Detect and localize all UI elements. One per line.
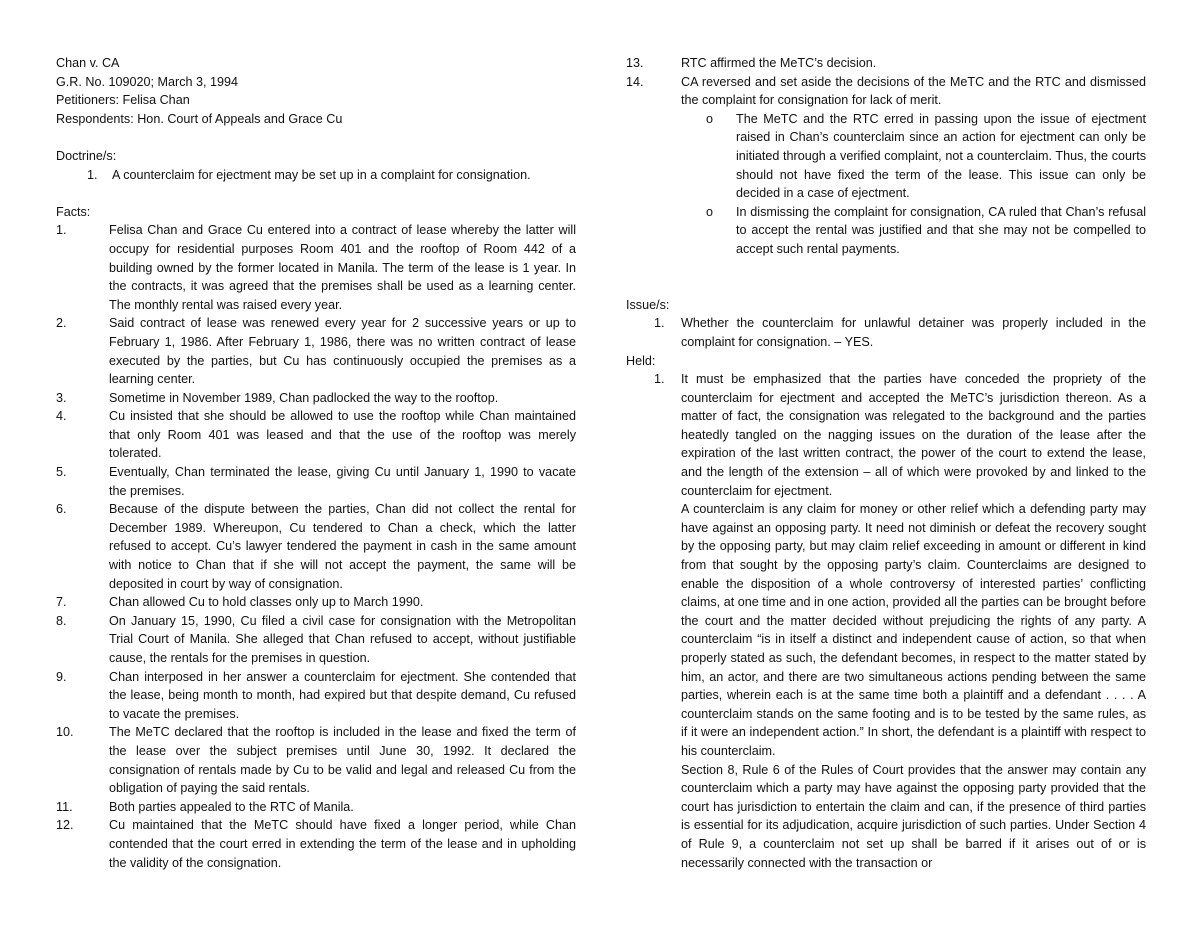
held-paragraph-3: Section 8, Rule 6 of the Rules of Court provides that the answer may contain any counterclaim which a party may have against the opposing party provided that the court has jurisdiction to entertain the claim and can, if the presence of third parties is essential for its adjudication, acquire jurisdiction of such parties. Under Section 4 of Rule 9, a counterclaim not set up shall be barred if it arises out of or is necessarily connected with the transaction or bbox=[681, 762, 1146, 870]
facts-item-number: 6. bbox=[56, 502, 67, 517]
facts-item bbox=[56, 612, 576, 668]
facts-item-text: Eventually, Chan terminated the lease, giving Cu until January 1, 1990 to vacate the premises. bbox=[109, 465, 576, 498]
facts-sub-bullet-text: In dismissing the complaint for consignation, CA ruled that Chan’s refusal to accept the rental was justified and that she may not be compelled to accept such rental payments. bbox=[736, 204, 1146, 256]
facts-heading: Facts: bbox=[56, 204, 91, 219]
facts-item-number: 5. bbox=[56, 465, 67, 480]
doctrine-item-text: A counterclaim for ejectment may be set up in a complaint for consignation. bbox=[112, 167, 531, 182]
held-item-number: 1. bbox=[654, 372, 665, 387]
facts-item bbox=[56, 407, 576, 463]
facts-item-text: Chan allowed Cu to hold classes only up to March 1990. bbox=[109, 595, 424, 610]
case-title: Chan v. CA bbox=[56, 56, 120, 70]
bullet-marker: o bbox=[706, 204, 714, 219]
facts-item bbox=[56, 463, 576, 500]
facts-item-number: 4. bbox=[56, 409, 67, 424]
facts-item-text: Cu insisted that she should be allowed to use the rooftop while Chan maintained that only Room 401 was leased and that the use of the rooftop was merely tolerated. bbox=[109, 409, 576, 461]
facts-item-number: 8. bbox=[56, 613, 67, 628]
facts-sub-bullet bbox=[706, 110, 1146, 203]
facts-item-number: 7. bbox=[56, 595, 67, 610]
facts-item bbox=[56, 593, 576, 612]
left-column bbox=[56, 54, 576, 872]
bullet-marker: o bbox=[706, 111, 714, 126]
held-item bbox=[654, 370, 1146, 500]
facts-item bbox=[56, 314, 576, 388]
issue-item bbox=[654, 314, 1146, 351]
facts-item-text: Felisa Chan and Grace Cu entered into a contract of lease whereby the latter will occupy for residential purposes Room 401 and the rooftop of Room 442 of a building owned by the former located in Manila. The term of the lease is 1 year. In the contracts, it was agreed that the premises shall be used as a learning center. The monthly rental was raised every year. bbox=[109, 223, 576, 312]
facts-item-text: Said contract of lease was renewed every year for 2 successive years or up to February 1, 1986. After February 1, 1986, there was no written contract of lease executed by the parties, but Cu has continuously occupied the premises as a learning center. bbox=[109, 316, 576, 387]
facts-item bbox=[626, 54, 1146, 73]
case-gr-number: G.R. No. 109020; March 3, 1994 bbox=[56, 74, 239, 89]
facts-item-text: Sometime in November 1989, Chan padlocked the way to the rooftop. bbox=[109, 390, 499, 405]
doctrine-item bbox=[87, 166, 576, 185]
facts-item bbox=[56, 668, 576, 724]
facts-item-text: Chan interposed in her answer a counterclaim for ejectment. She contended that the lease, being month to month, had expired but that despite demand, Cu refused to vacate the premises. bbox=[109, 669, 576, 721]
facts-item-number: 9. bbox=[56, 669, 67, 684]
case-respondents: Respondents: Hon. Court of Appeals and Grace Cu bbox=[56, 111, 343, 126]
case-petitioners: Petitioners: Felisa Chan bbox=[56, 93, 190, 108]
issue-item-text: Whether the counterclaim for unlawful detainer was properly included in the complaint for consignation. – YES. bbox=[681, 316, 1146, 349]
facts-item-number: 11. bbox=[56, 799, 73, 814]
issues-heading: Issue/s: bbox=[626, 297, 670, 312]
facts-item bbox=[56, 221, 576, 314]
held-paragraph-2: A counterclaim is any claim for money or other relief which a defending party may have against an opposing party. It need not diminish or defeat the recovery sought by the opposing party, but may claim relief exceeding in amount or different in kind from that sought by the opposing party’s claim. Counterclaims are designed to enable the disposition of a whole controversy of interested parties’ conflicting claims, at one time and in one action, provided all the parties can be brought before the court and the matter decided without prejudicing the rights of any party. A counterclaim “is in itself a distinct and independent cause of action, so that when properly stated as such, the defendant becomes, in respect to the matter stated by him, an actor, and there are two simultaneous actions pending between the same parties, wherein each is at the same time both a plaintiff and a defendant . . . . A counterclaim stands on the same footing and is to be tested by the same rules, as if it were an independent action.” In short, the defendant is a plaintiff with respect to his counterclaim. bbox=[681, 502, 1146, 758]
facts-item bbox=[56, 798, 576, 817]
facts-sub-bullet bbox=[706, 203, 1146, 259]
facts-item bbox=[56, 500, 576, 593]
right-column bbox=[626, 54, 1146, 872]
facts-item bbox=[56, 723, 576, 797]
facts-item-number: 10. bbox=[56, 725, 74, 740]
facts-item-text: CA reversed and set aside the decisions of the MeTC and the RTC and dismissed the complaint for consignation for lack of merit. bbox=[681, 74, 1146, 108]
facts-item-text: RTC affirmed the MeTC’s decision. bbox=[681, 56, 877, 70]
facts-sub-bullet-text: The MeTC and the RTC erred in passing upon the issue of ejectment raised in Chan’s counterclaim since an action for ejectment can only be initiated through a verified complaint, not a counterclaim. Thus, the courts should not have fixed the term of the lease. This issue can only be decided in a case of ejectment. bbox=[736, 111, 1146, 201]
facts-item-number: 3. bbox=[56, 390, 67, 405]
facts-item-number: 13. bbox=[626, 56, 644, 70]
facts-item-text: Because of the dispute between the parties, Chan did not collect the rental for December 1989. Whereupon, Cu tendered to Chan a check, which the latter refused to accept. Cu’s lawyer tendered the payment in cash in the same amount with notice to Chan that if she will not accept the payment, the same will be deposited in court by way of consignation. bbox=[109, 502, 576, 591]
doctrine-item-number: 1. bbox=[87, 167, 98, 182]
facts-item-text: The MeTC declared that the rooftop is included in the lease and fixed the term of the lease over the subject premises until June 30, 1992. It declared the consignation of rentals made by Cu to be valid and legal and released Cu from the obligation of paying the said rentals. bbox=[109, 725, 576, 796]
facts-item bbox=[56, 389, 576, 408]
facts-item-text: Cu maintained that the MeTC should have fixed a longer period, while Chan contended that the court erred in extending the term of the lease and in upholding the validity of the consignation. bbox=[109, 818, 576, 870]
held-heading: Held: bbox=[626, 353, 656, 368]
facts-item-number: 12. bbox=[56, 818, 74, 833]
facts-item bbox=[56, 816, 576, 872]
doctrine-heading: Doctrine/s: bbox=[56, 148, 117, 163]
facts-item-text: On January 15, 1990, Cu filed a civil case for consignation with the Metropolitan Trial Court of Manila. She alleged that Chan refused to accept, without justifiable cause, the rentals for the premises in question. bbox=[109, 613, 576, 665]
facts-item-number: 2. bbox=[56, 316, 67, 331]
held-paragraph-1: It must be emphasized that the parties have conceded the propriety of the counterclaim for ejectment and accepted the MeTC’s jurisdiction thereon. As a matter of fact, the consignation was relegated to the background and the parties heatedly tangled on the nagging issues on the duration of the lease after the expiration of the last written contract, the power of the court to extend the lease, and the length of the extension – all of which were provoked by and linked to the counterclaim for ejectment. bbox=[681, 372, 1146, 498]
issue-item-number: 1. bbox=[654, 316, 665, 331]
facts-item-text: Both parties appealed to the RTC of Manila. bbox=[109, 799, 354, 814]
facts-item bbox=[626, 73, 1146, 110]
facts-item-number: 14. bbox=[626, 74, 644, 89]
facts-item-number: 1. bbox=[56, 223, 67, 238]
